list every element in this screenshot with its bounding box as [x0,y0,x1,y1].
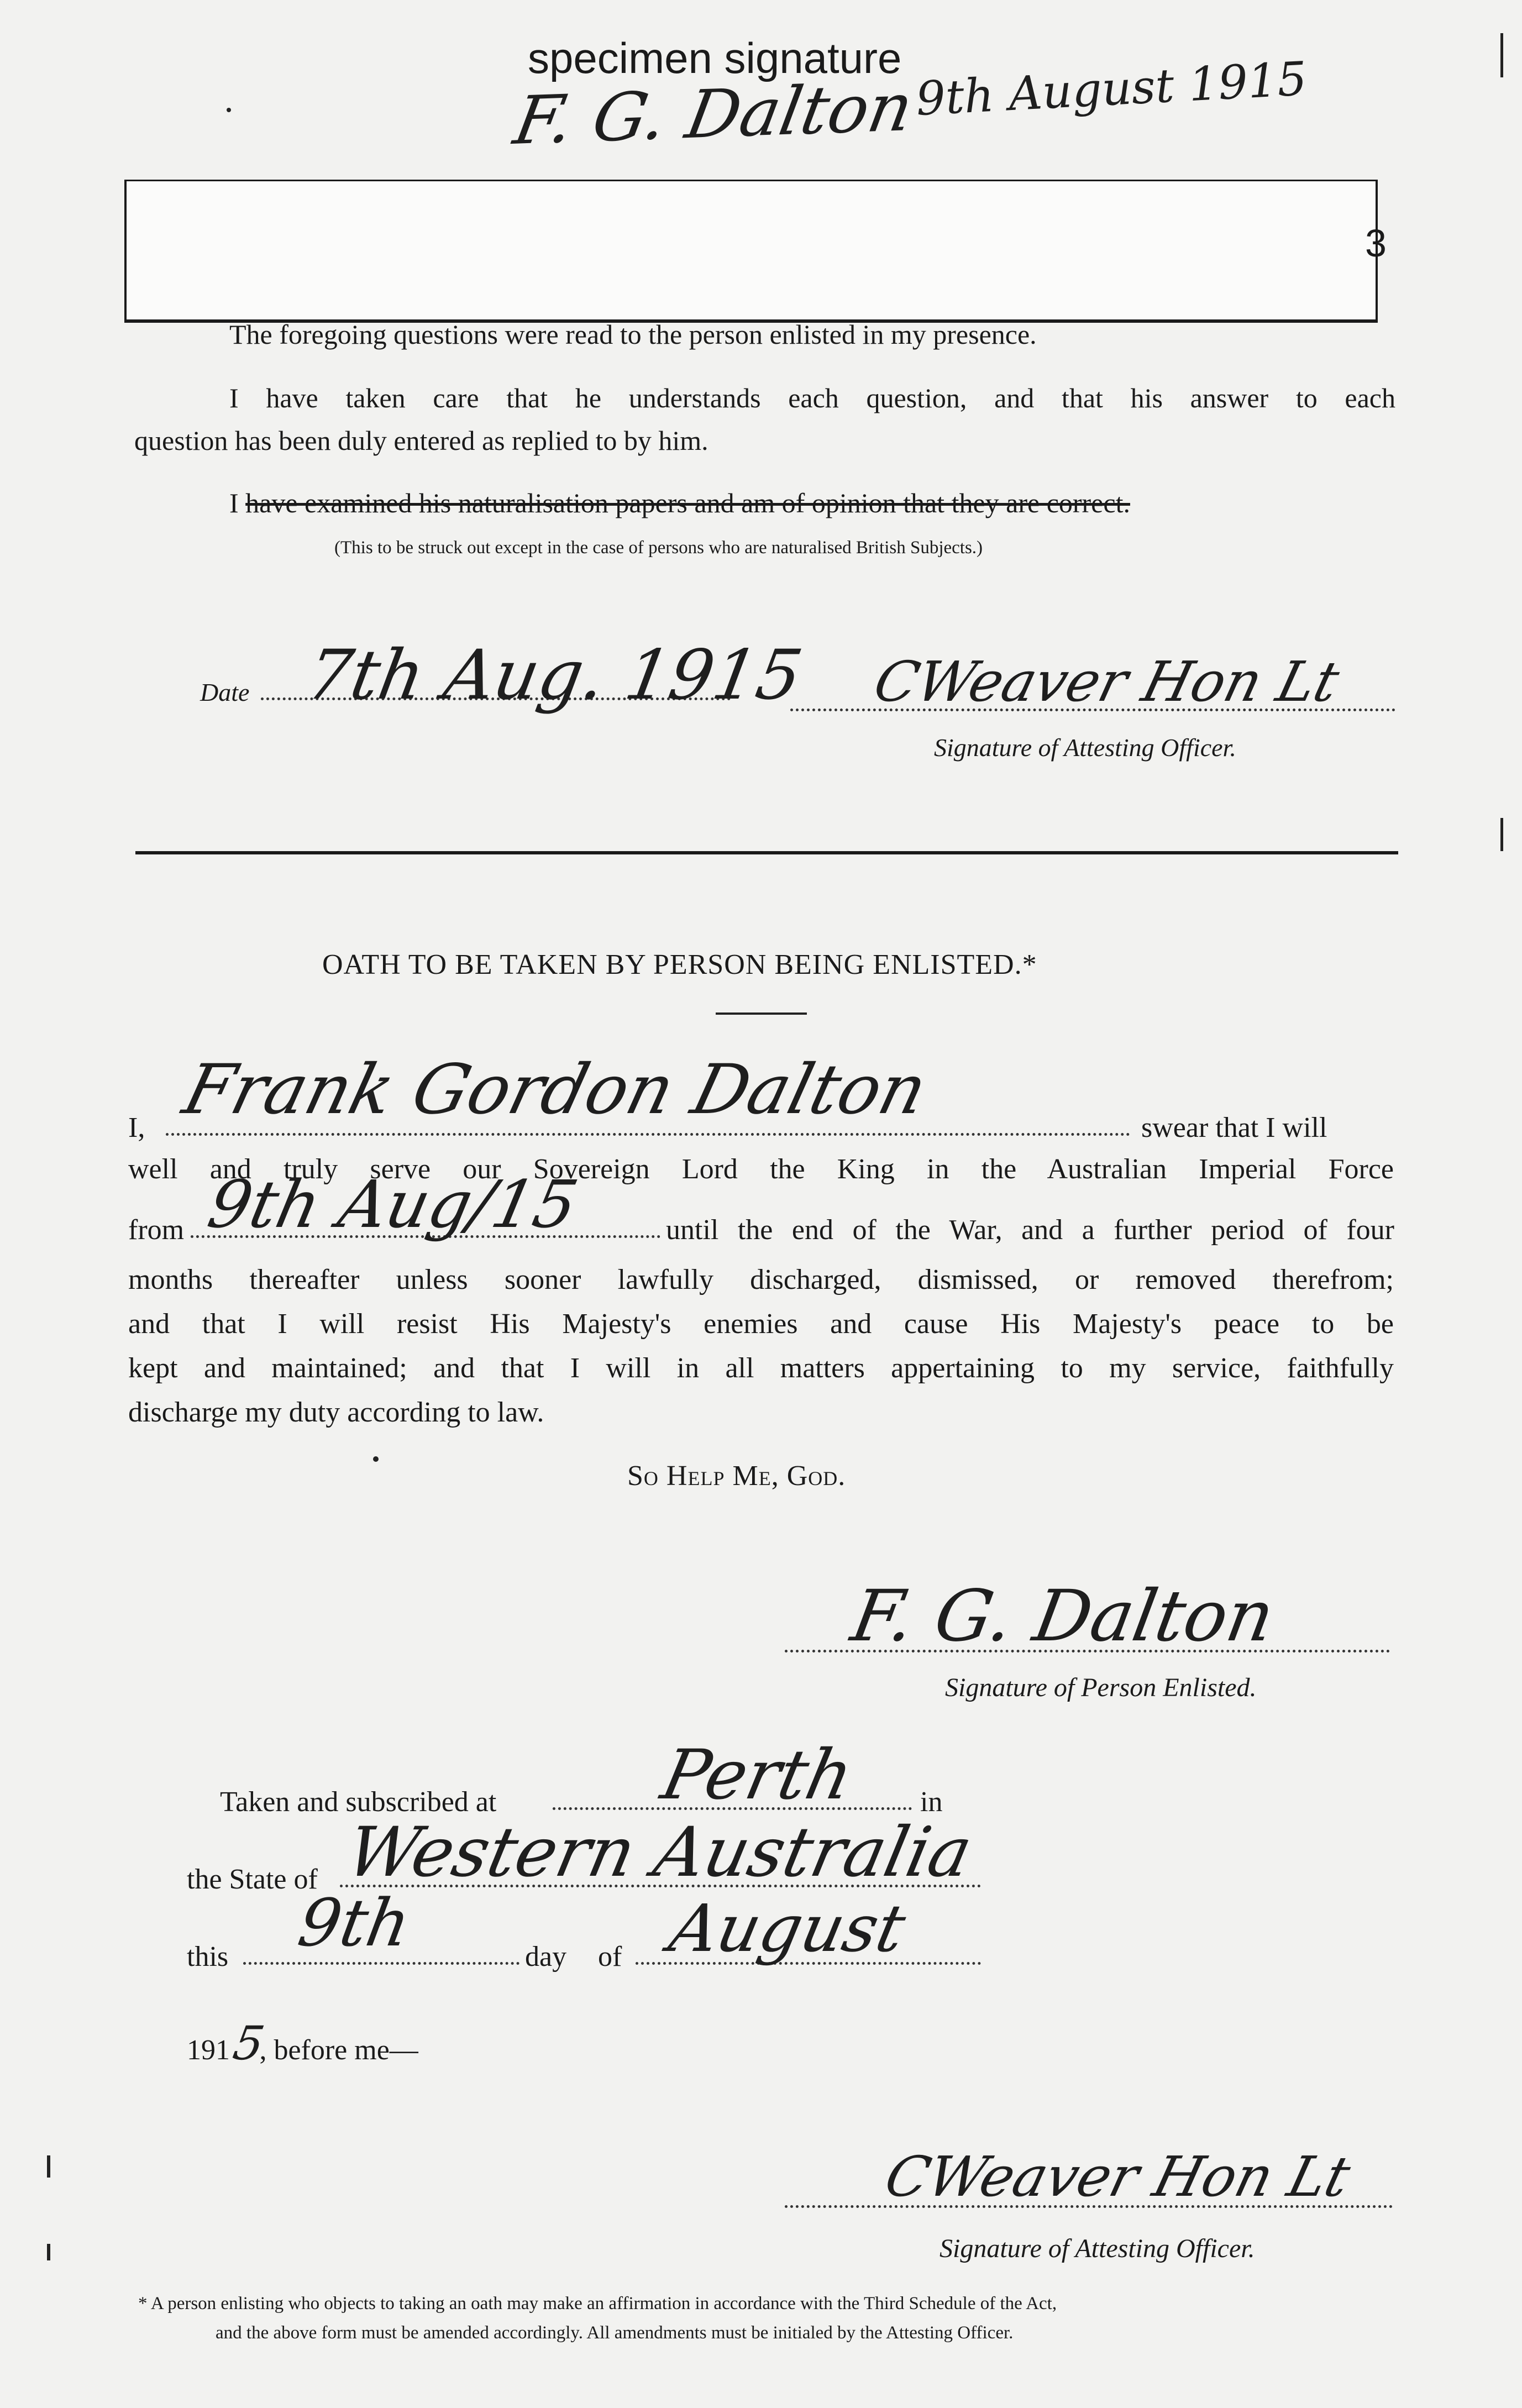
oath-title: OATH TO BE TAKEN BY PERSON BEING ENLISTED.* [322,949,1037,980]
oath-title-rule [716,1012,807,1015]
oath-until-text: until the end of the War, and a further period of four [666,1214,1394,1246]
oath-name-dotted-line [166,1133,1130,1136]
scan-speck [373,1456,379,1462]
year-line [187,2016,418,2070]
naturalisation-line [229,489,1130,517]
officer-caption-2: Signature of Attesting Officer. [940,2234,1255,2263]
this-label: this [187,1941,229,1972]
before-label: , before me— [259,2034,418,2066]
state-value: Western Australia [340,1813,979,1892]
redaction-box [124,180,1378,323]
specimen-stamp: specimen signature [528,34,902,82]
attestation-date: 7th Aug. 1915 [301,636,808,715]
month-value: August [663,1890,912,1966]
of-label: of [598,1941,622,1972]
oath-line-2: well and truly serve our Sovereign Lord the King in the Australian Imperial Force [128,1153,1394,1185]
oath-from-label: from [128,1214,185,1246]
officer-signature-2: CWeaver Hon Lt [879,2144,1357,2209]
scan-speck [1500,33,1503,77]
footnote-line-1: * A person enlisting who objects to taking an oath may make an affirmation in accordance with the Third Schedule of the Act, [138,2294,1057,2313]
certificate-line-1: The foregoing questions were read to the person enlisted in my presence. [229,319,1037,350]
taken-label: Taken and subscribed at [220,1786,497,1818]
enlisted-caption: Signature of Person Enlisted. [945,1673,1257,1702]
oath-swear-text: swear that I will [1141,1112,1327,1143]
section-divider [135,851,1398,854]
specimen-signature-date: 9th August 1915 [914,51,1309,126]
oath-i-prefix: I, [128,1112,145,1143]
certificate-line-2: I have taken care that he understands each question, and that his answer to each [229,382,1395,413]
oath-line-4: months thereafter unless sooner lawfully discharged, dismissed, or removed therefrom; [128,1264,1394,1295]
oath-closing: So Help Me, God. [627,1460,846,1492]
officer-caption-1: Signature of Attesting Officer. [934,733,1236,762]
oath-line-7: discharge my duty according to law. [128,1397,544,1428]
year-digit: 5 [229,2016,269,2070]
specimen-signature: F. G. Dalton [508,69,919,160]
oath-line-6: kept and maintained; and that I will in all matters appertaining to my service, faithfully [128,1352,1394,1384]
oath-line-5: and that I will resist His Majesty's enemies and cause His Majesty's peace to be [128,1308,1394,1340]
enlistment-start-date: 9th Aug/15 [202,1166,584,1242]
box-margin-mark: 3 [1365,222,1387,265]
in-label: in [920,1786,943,1818]
scan-speck [227,108,231,112]
enlistee-name: Frank Gordon Dalton [176,1050,935,1130]
day-dotted-line [243,1962,519,1965]
naturalisation-note: (This to be struck out except in the case of persons who are naturalised British Subjects.) [334,538,983,558]
naturalisation-struck-text: have examined his naturalisation papers and am of opinion that they are correct. [245,487,1130,518]
officer-signature-1: CWeaver Hon Lt [868,649,1346,714]
state-label: the State of [187,1864,318,1895]
scan-speck [1500,818,1503,851]
scan-speck [47,2244,50,2260]
day-value: 9th [293,1885,416,1961]
naturalisation-prefix: I [229,487,239,518]
footnote-line-2: and the above form must be amended accordingly. All amendments must be initialed by the Attesting Officer. [216,2323,1014,2343]
place-value: Perth [655,1735,860,1815]
date-label: Date [200,678,250,706]
year-prefix: 191 [187,2034,230,2066]
certificate-line-3: question has been duly entered as replied to by him. [134,425,708,456]
scan-speck [47,2155,50,2178]
day-label: day [525,1941,567,1972]
enlisted-signature: F. G. Dalton [846,1575,1280,1657]
